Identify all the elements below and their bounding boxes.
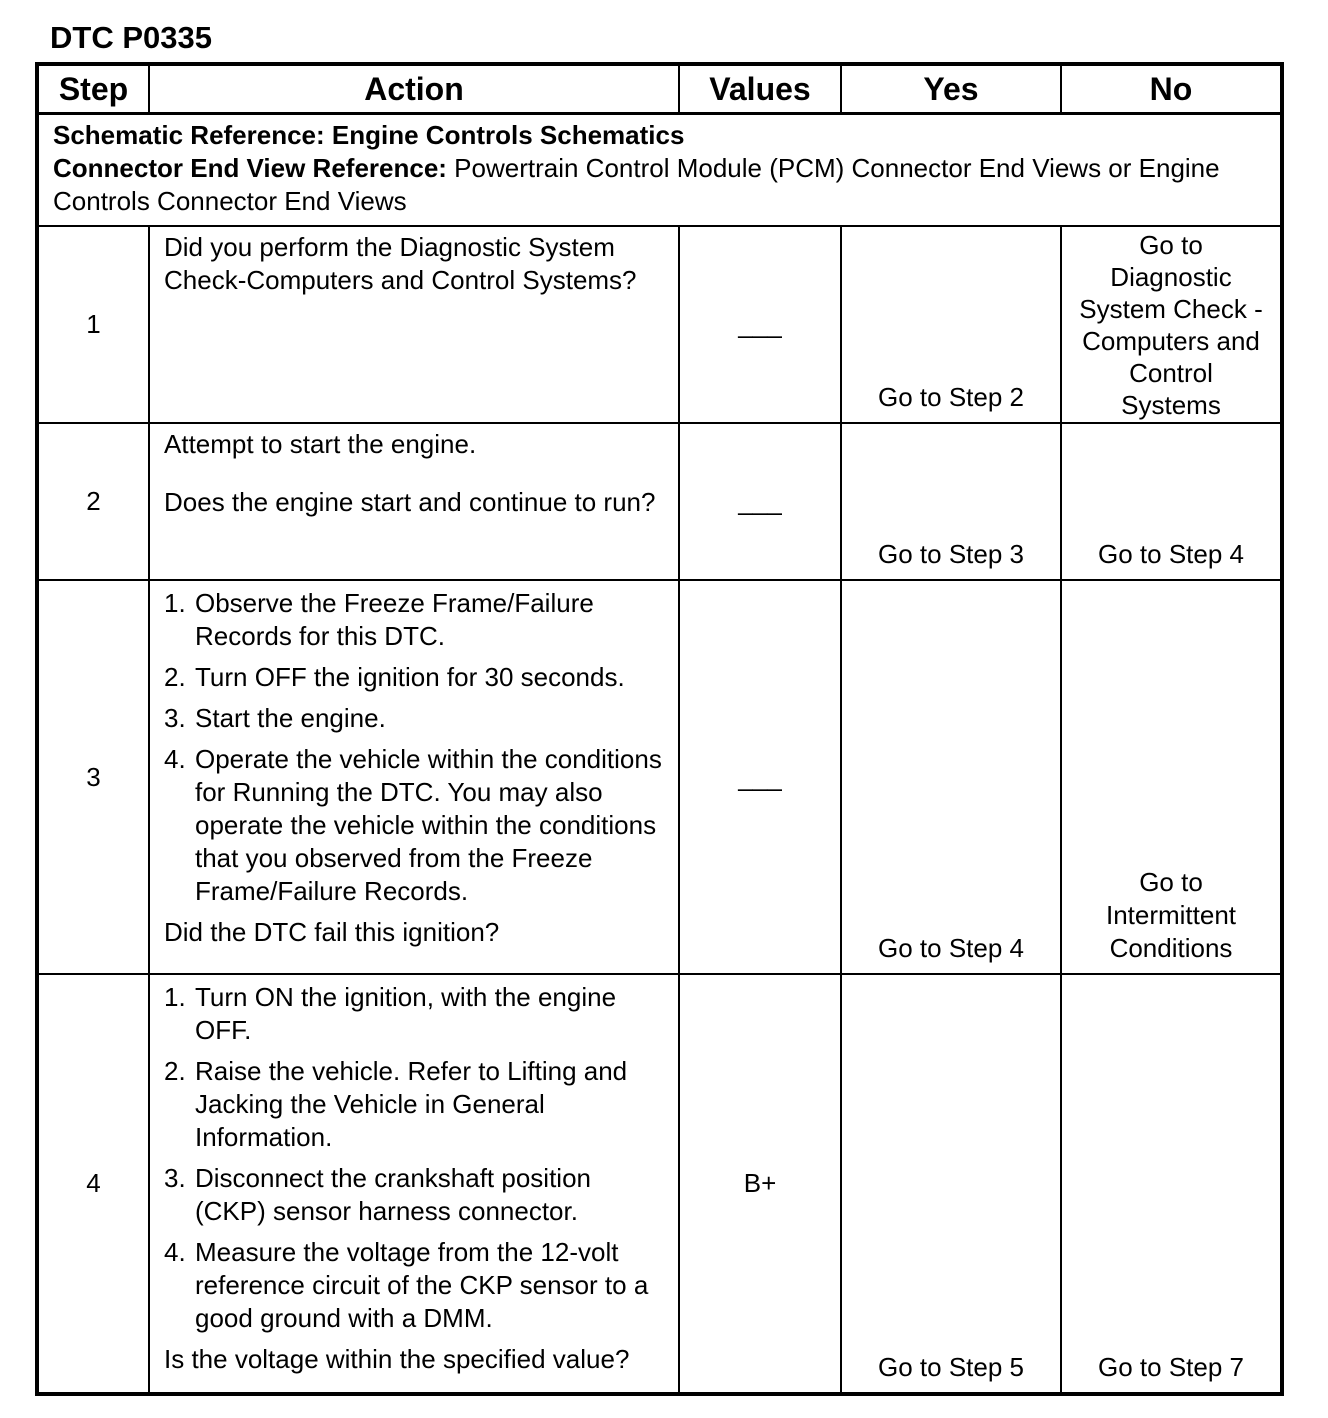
list-item: 2. Turn OFF the ignition for 30 seconds. [164,662,625,692]
action-cell [149,974,679,1394]
header-row [37,64,1282,114]
list-item: 4. Measure the voltage from the 12-volt reference circuit of the CKP sensor to a good ground with a DMM. [164,1237,649,1333]
action-question: Is the voltage within the specified value? [164,1344,630,1374]
value-cell: B+ [679,974,841,1394]
action-cell [149,423,679,580]
list-item: 1. Turn ON the ignition, with the engine OFF. [164,982,617,1045]
action-question: Did the DTC fail this ignition? [164,917,500,947]
column-header-values: Values [679,64,841,114]
list-item: 1. Observe the Freeze Frame/Failure Records for this DTC. [164,588,594,651]
action-question: Did you perform the Diagnostic System Check-Computers and Control Systems? [164,232,637,295]
step-number: 3 [37,580,149,974]
no-cell-text: Go to Intermittent Conditions [1105,867,1237,963]
table-row-step-2 [37,423,1282,580]
no-cell [1061,580,1282,974]
table-row-step-4 [37,974,1282,1394]
yes-cell: Go to Step 2 [841,226,1061,423]
table-row-step-3 [37,580,1282,974]
list-item: 3. Disconnect the crankshaft position (CKP) sensor harness connector. [164,1163,591,1226]
action-cell [149,580,679,974]
connector-reference-label: Connector End View Reference: [53,153,447,183]
yes-cell: Go to Step 3 [841,423,1061,580]
action-question: Does the engine start and continue to run? [164,487,656,517]
reference-row [37,114,1282,227]
no-cell [1061,226,1282,423]
no-cell-text: Go to Diagnostic System Check - Computers and Control Systems [1079,230,1263,420]
column-header-step: Step [37,64,149,114]
value-cell: ___ [679,226,841,423]
step-number: 4 [37,974,149,1394]
value-cell: ___ [679,580,841,974]
connector-reference [53,152,1266,218]
connector-reference-text: Powertrain Control Module (PCM) Connector End Views or Engine Controls Connector End Views [53,153,1220,216]
no-cell: Go to Step 4 [1061,423,1282,580]
action-cell [149,226,679,423]
reference-cell [37,114,1282,227]
list-item: 3. Start the engine. [164,703,386,733]
step-number: 2 [37,423,149,580]
action-steps-list [164,587,666,908]
schematic-reference: Schematic Reference: Engine Controls Schematics [53,120,685,150]
document-title: DTC P0335 [50,20,212,55]
action-instruction: Attempt to start the engine. [164,429,477,459]
list-item: 4. Operate the vehicle within the conditions for Running the DTC. You may also operate the vehicle within the conditions that you observed from the Freeze Frame/Failure Records. [164,744,662,906]
value-cell: ___ [679,423,841,580]
step-number: 1 [37,226,149,423]
table-row-step-1 [37,226,1282,423]
no-cell: Go to Step 7 [1061,974,1282,1394]
dtc-diagnostic-table [35,62,1284,1396]
column-header-no: No [1061,64,1282,114]
yes-cell: Go to Step 4 [841,580,1061,974]
action-steps-list [164,981,666,1335]
column-header-yes: Yes [841,64,1061,114]
column-header-action: Action [149,64,679,114]
list-item: 2. Raise the vehicle. Refer to Lifting and Jacking the Vehicle in General Information. [164,1056,628,1152]
yes-cell: Go to Step 5 [841,974,1061,1394]
